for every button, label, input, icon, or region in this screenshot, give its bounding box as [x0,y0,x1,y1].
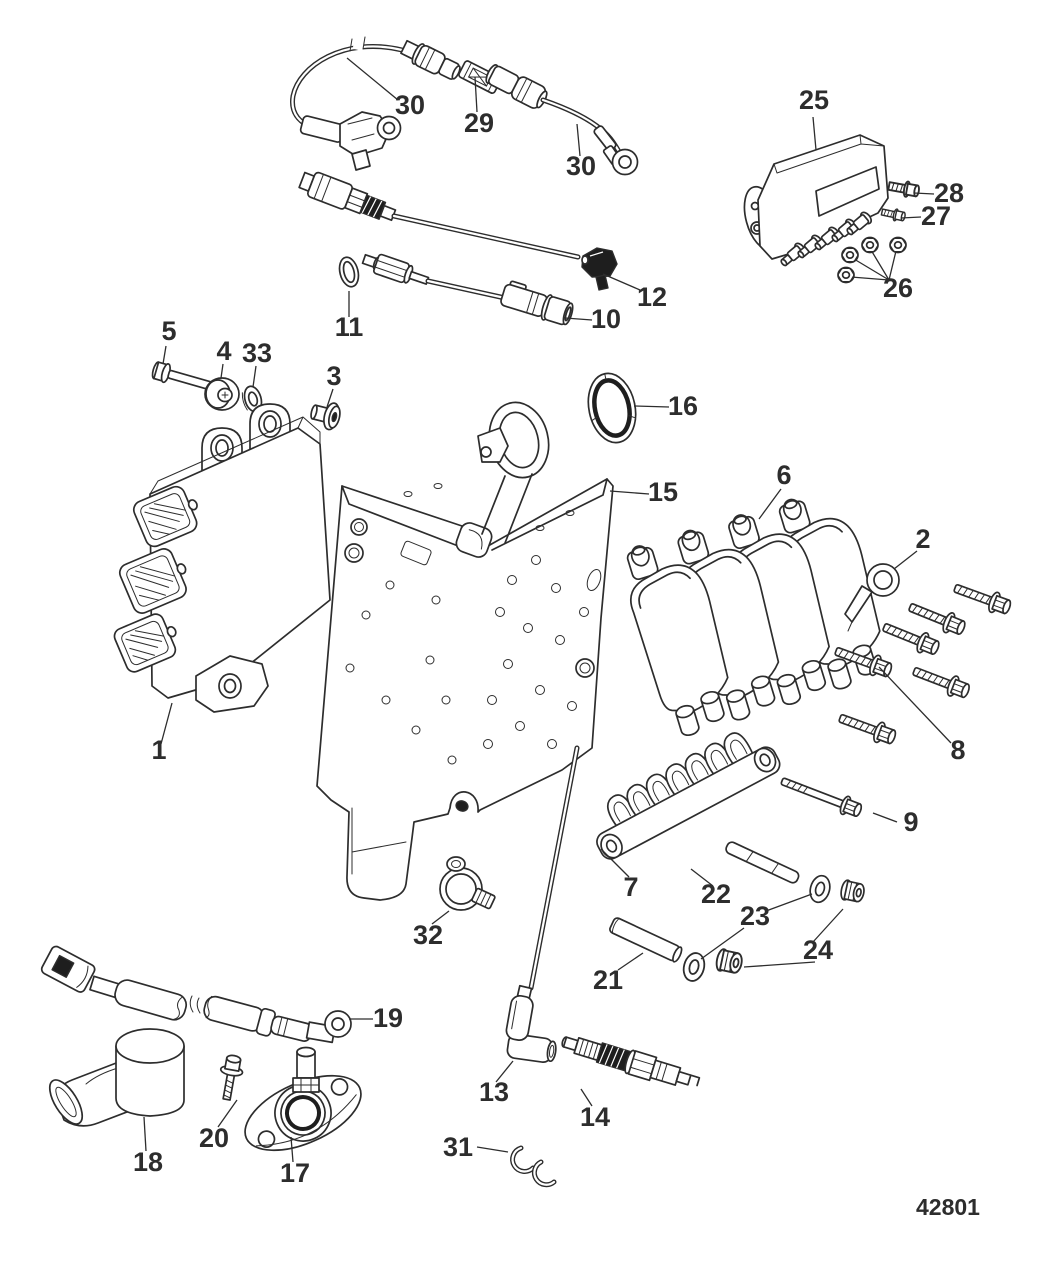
part-17-terminal-stud [234,1048,372,1166]
callout-20: 20 [198,1123,230,1153]
callout-12: 12 [636,282,668,312]
callout-13: 13 [478,1077,510,1107]
part-31-wire-clip [513,1148,554,1185]
part-1-ecm-module [112,404,330,712]
callout-5: 5 [161,316,177,346]
part-18-terminal-boot [43,1029,184,1129]
part-10-sensor-assembly [361,250,576,328]
callout-22: 22 [700,879,732,909]
part-9-long-screw [779,772,864,820]
part-12-sensor-assembly [297,168,617,290]
part-32-clamp [440,857,495,910]
callout-31: 31 [442,1132,474,1162]
callout-10: 10 [590,304,622,334]
part-22-stud [724,841,800,885]
callout-7: 7 [623,872,639,902]
callout-16: 16 [667,391,699,421]
callout-23: 23 [739,901,771,931]
callout-21: 21 [592,965,624,995]
part-30-lead-wire-a [292,35,463,170]
callout-8: 8 [950,735,966,765]
callout-29: 29 [463,108,495,138]
callout-30-b: 30 [565,151,597,181]
callout-26: 26 [882,273,914,303]
part-24-nuts [715,879,866,975]
part-21-pin [609,917,684,963]
callout-9: 9 [903,807,919,837]
callout-24: 24 [802,935,834,965]
callout-19: 19 [372,1003,404,1033]
part-20-bolt [216,1054,245,1102]
part-13-spark-plug-lead [505,748,577,1064]
drawing-number: 42801 [916,1194,980,1220]
part-11-o-ring [337,255,362,288]
callout-17: 17 [279,1158,311,1188]
callout-27: 27 [920,201,952,231]
callout-3: 3 [326,361,342,391]
callout-28: 28 [933,178,965,208]
part-14-spark-plug [559,1030,701,1094]
callout-33: 33 [241,338,273,368]
callout-15: 15 [647,477,679,507]
callout-2: 2 [915,524,931,554]
callout-4: 4 [216,336,232,366]
callout-18: 18 [132,1147,164,1177]
part-16-gasket [582,369,642,447]
callout-1: 1 [151,735,167,765]
callout-14: 14 [579,1102,611,1132]
part-4-grommet [205,378,239,410]
callout-25: 25 [798,85,830,115]
part-15-bracket-plate [317,396,613,900]
callout-6: 6 [776,460,792,490]
part-30-lead-wire-b [483,61,638,174]
part-7-wire-retainer [581,720,783,862]
callout-11: 11 [334,312,364,342]
part-19-battery-cable [40,945,351,1043]
callout-30-a: 30 [394,90,426,120]
part-27-screw [881,206,906,222]
part-28-screw [888,178,920,198]
callout-32: 32 [412,920,444,950]
